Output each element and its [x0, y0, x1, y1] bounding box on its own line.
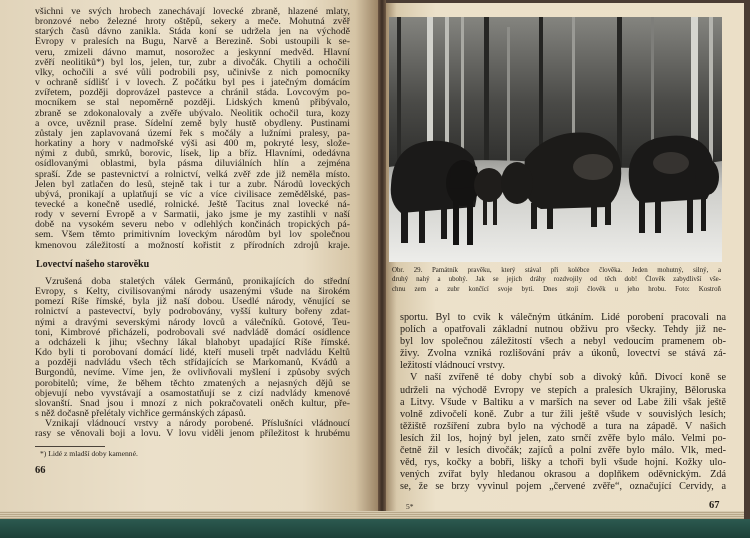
- text-line: Jelen byl zatlačen do lesů, stejně tak i tur a zubr. Národů loveckých: [35, 179, 350, 190]
- text-line: Burgondů, nevíme. Víme jen, že ovlivňovali myšlení i způsoby svých: [35, 368, 350, 379]
- text-line: druhý nahý a ubohý. Jak se jejich dráhy rozdvojily od těch dob! Člověk zabydlivší vše-: [392, 276, 721, 284]
- text-line: četně žil v lesích divočák; zajíců a polní zvěře bylo málo. Vlk, med-: [400, 445, 726, 457]
- text-line: mocníkem se stal nepoměrně později. Lidských kmenů přibývalo,: [35, 98, 350, 109]
- paragraph: [400, 372, 726, 493]
- footnote-rule: [35, 446, 105, 447]
- text-line: nými z dubů, smrků, borovic, lísek, lip a bříz. Hlavními, odedávna: [35, 149, 350, 160]
- text-line: tevecké a konečně usedlé, rolnické. Ještě Tacitus znal lovecké ná-: [35, 199, 350, 210]
- section-heading: Lovectví našeho starověku: [36, 259, 150, 270]
- text-line: zbraně se zdokonalovaly a zvěře ubývalo. Neolitik ochočil tura, kozy: [35, 108, 350, 119]
- text-line: Evropy, s Kelty, civilisovanými národy usazenými všude na širokém: [35, 287, 350, 298]
- paragraph: [35, 419, 350, 439]
- text-line: horkatiny a hory v nadmořské výši asi 400 m, pokryté lesy, slože-: [35, 139, 350, 150]
- tree-trunk: [397, 17, 401, 177]
- text-line: Vzrušená doba staletých válek Germánů, pronikajících do střední: [45, 277, 350, 287]
- text-line: nými a dravými severskými národy lovců a válečníků. Gotové, Teu-: [35, 317, 350, 328]
- text-line: zůstaly jen zaplavovaná území řek s močály a lužními pralesy, pa-: [35, 128, 350, 139]
- text-line: živy. Zvolna vzniká rozlišování práv a úkonů, lovectví se stává zá-: [400, 348, 726, 360]
- text-line: Obr. 29. Památník pravěku, který stával při kolébce člověka. Jeden mohutný, silný, a: [392, 267, 721, 274]
- tree-trunk: [507, 27, 510, 167]
- text-line: objevují nebo vyvstávají a osamostatňují se z cizí nadvlády kmenové: [35, 388, 350, 399]
- book-cover: [0, 519, 750, 538]
- tree-trunk: [484, 17, 489, 172]
- text-line: všichni ve svých hrobech zanechávají lovecké zbraně, hlazené mlaty,: [35, 7, 350, 17]
- text-line: a Litvy. Všude v Baltiku a v marších na sever od Labe žili však ještě: [400, 396, 726, 408]
- text-line: v ochraně sídlišť i v lovech. Z počátku byl pes i jatečným domácím: [35, 78, 350, 89]
- text-line: osídlovanými oblastmi, byla pásma diluviálních hlín a zejména: [35, 159, 350, 170]
- text-line: Evropy v pralesích na Bugu, Narvě a Berezině. Sobi ustoupili k se-: [35, 37, 350, 48]
- text-line: polích a opatřovali základní nutnou obživu pro všecky. Tehdy již ne-: [400, 324, 726, 336]
- bison-photo: [389, 17, 722, 262]
- paragraph: [400, 312, 726, 372]
- text-line: lesích žil los, hojný byl jelen, zato srnčí zvěře bylo málo. Velmi po-: [400, 432, 726, 444]
- text-line: a ovce, uvěznil prase. Sídelní země byly hustě obydleny. Pustinami: [35, 118, 350, 129]
- text-line: byl lov společnou záležitostí všech a nebyl vedoucím pramenem ob-: [400, 336, 726, 348]
- text-line: rasy se věnovali boji a lovu. V lovu viděli jenom příležitost k hrubému: [35, 429, 350, 440]
- text-line: s něž dočasně přelétaly vichřice germánských zápasů.: [35, 409, 246, 420]
- text-line: zvířetem, později doprovázel pastevce a chránil stáda. Lovcovým po-: [35, 88, 350, 99]
- text-line: porobitelů; víme, že během těchto zmatených a nejasných dějů se: [35, 378, 350, 389]
- text-line: sportu. Byl to cvik k válečným útkáním. Lidé porobení pracovali na: [400, 312, 726, 323]
- paragraph: [35, 277, 350, 419]
- page-number-left: 66: [35, 465, 46, 476]
- figure-caption: [392, 266, 721, 294]
- text-line: pomezí Říše římské, byla již naší dobou. Usedlé národy, věnující se: [35, 297, 350, 308]
- text-line: starých časů dávno zanikla. Stáda koní se udržela jen na východě: [35, 27, 350, 38]
- text-line: Kdo byli ti porobovaní domácí lidé, kteří museli trpět nadvládu Keltů: [35, 348, 350, 359]
- text-line: a později nadvládu všech těch střídajících se Markomanů, Kvádů a: [35, 358, 350, 369]
- text-line: těžiště rozšíření zubra bylo na východě a tura na západě. V našich: [400, 420, 726, 432]
- text-line: spraší. Zde se pastevnictví a rolnictví, velká zvěř zde již neměla místo.: [35, 169, 350, 180]
- text-line: rolnictví a pastevectví, byly podrobovány, vyšší kultury bořeny zdat-: [35, 307, 350, 318]
- tree-trunk: [617, 17, 622, 167]
- text-line: bronzové nebo železné hroty oštěpů, sekery a meče. Mohutná zvěř: [35, 17, 350, 28]
- text-line: zvěří neolitiků*) byl los, jelen, tur, zubr a divočák. Chytili a ochočili: [35, 57, 350, 68]
- text-line: V naší zvířeně té doby chybí sob a divoký kůň. Divocí koně se: [410, 372, 726, 384]
- text-line: Vznikají vládnoucí vrstvy a národy porobené. Příslušníci vládnoucí: [45, 419, 350, 430]
- sheet-signature: 5*: [406, 502, 414, 511]
- continued-paragraph-left: [35, 7, 350, 251]
- text-line: sem. Všem těmto primitivním loveckým národům byl lov společnou: [35, 230, 350, 241]
- book-gutter: [378, 0, 386, 519]
- body-text-right: [400, 312, 726, 493]
- text-line: ležitostí vládnoucí vrstvy.: [400, 360, 505, 372]
- text-line: rody v severní Evropě a v Sarmatii, jako jsme je my zastihli v naší: [35, 210, 350, 221]
- text-line: udrželi na východě Evropy ve stepích a pralesích Ukrajiny, Běloruska: [400, 384, 726, 396]
- section-body: [35, 277, 350, 440]
- footnote: *) Lidé z mladší doby kamenné.: [40, 449, 138, 458]
- text-line: slovanští. Snad jsou i mnozí z nich pokračovateli oněch kultur, pře-: [35, 398, 350, 409]
- text-line: ubývá, pronikají a uplatňují se víc a více civilisace zemědělské, pas-: [35, 189, 350, 200]
- text-line: vených zvířat byly hledanou okrasou a doplňkem oděvnickým. Zdá: [400, 469, 726, 481]
- page-edges: [0, 511, 744, 519]
- page-number-right: 67: [709, 500, 720, 511]
- text-line: době na vysokém severu nebo v odlehlých končinách tropických pá-: [35, 220, 350, 231]
- text-line: veru, zmizeli dávno mamut, nosorožec a jeskynní medvěd. Hlavní: [35, 47, 350, 58]
- text-line: věd, rys, kočky a bobři, lišky a tchoři byli všude hojní. Kožky ulo-: [400, 457, 726, 469]
- text-line: volně zdivočelí koně. Zubr a tur žili ještě všude v souvislých lesích;: [400, 408, 726, 420]
- text-line: se, že se brzy vyvinul pojem „červené zvěře“, označující Cervidy, a: [400, 481, 726, 493]
- text-line: toni, Kimbrové přicházeli, podrobovali své nadvládě domácí osídlence: [35, 327, 350, 338]
- text-line: kmenovou záležitostí a možností kořistit z přírodních zdrojů kraje.: [35, 240, 350, 251]
- text-line: chnu zem a zubr končící svoje bytí. Dnes stojí člověk u jeho hrobu. Foto: Kostroň: [392, 285, 721, 293]
- text-line: a odcházeli k jihu; všechny lákal blahobyt upadající Říše římské.: [35, 337, 350, 348]
- text-line: vlky, ochočili a své vůli podrobili psy, učinivše z nich pomocníky: [35, 67, 350, 78]
